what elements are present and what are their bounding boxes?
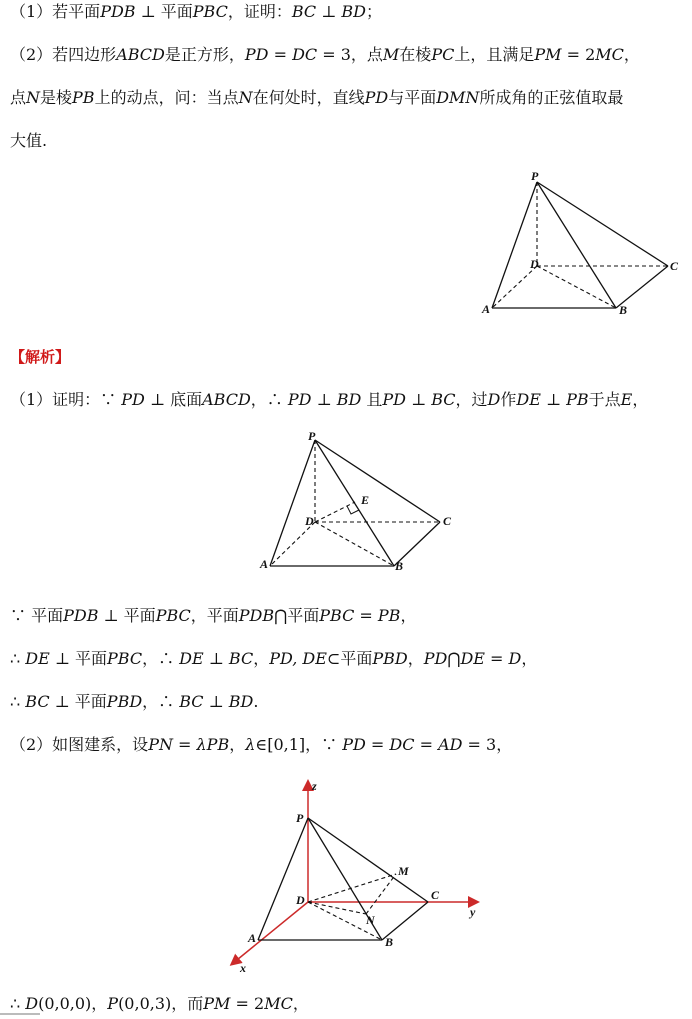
label-B: B (395, 559, 404, 573)
label-B: B (619, 303, 628, 317)
label-C: C (431, 888, 440, 902)
problem-part2-line1: （2）若四边形ABCD是正方形，PD = DC = 3，点M在棱PC上，且满足PM = 2MC， (10, 45, 640, 64)
solution-line-2: ∵ 平面PDB ⊥ 平面PBC，平面PDB⋂平面PBC = PB， (10, 606, 417, 625)
label-P: P (296, 811, 304, 825)
label-D: D (305, 514, 314, 528)
solution-line-6: ∴ D(0,0,0)，P(0,0,3)，而PM = 2MC， (10, 994, 309, 1013)
label-P: P (531, 169, 539, 183)
label-D: D (530, 257, 539, 271)
figure-pyramid-1 (480, 170, 690, 320)
label-C: C (670, 259, 679, 273)
problem-part1: （1）若平面PDB ⊥ 平面PBC，证明：BC ⊥ BD； (10, 2, 382, 21)
page-divider (0, 1013, 40, 1015)
label-A: A (248, 931, 257, 945)
solution-heading: 【解析】 (10, 348, 71, 366)
label-y: y (470, 905, 476, 919)
figure-pyramid-2 (258, 428, 468, 578)
label-E: E (361, 493, 370, 507)
label-P: P (308, 429, 316, 443)
label-D: D (296, 893, 305, 907)
label-z: z (312, 779, 317, 793)
solution-line-3: ∴ DE ⊥ 平面PBC，∴ DE ⊥ BC，PD, DE⊂平面PBD，PD⋂DE = D， (10, 649, 538, 668)
label-N: N (366, 913, 375, 927)
label-A: A (260, 557, 269, 571)
solution-line-1: （1）证明：∵ PD ⊥ 底面ABCD，∴ PD ⊥ BD 且PD ⊥ BC，过D作DE ⊥ PB于点E， (10, 390, 649, 409)
figure-coordinate-pyramid (222, 774, 492, 974)
solution-line-5: （2）如图建系，设PN = λPB，λ∈[0,1]，∵ PD = DC = AD = 3， (10, 735, 513, 754)
label-C: C (443, 514, 452, 528)
label-x: x (240, 961, 246, 975)
problem-part2-line2: 点N是棱PB上的动点，问：当点N在何处时，直线PD与平面DMN所成角的正弦值取最 (10, 88, 624, 107)
label-A: A (482, 302, 491, 316)
label-B: B (385, 935, 394, 949)
label-M: M (398, 864, 409, 878)
problem-part2-line3: 大值. (10, 131, 48, 150)
solution-line-4: ∴ BC ⊥ 平面PBD，∴ BC ⊥ BD. (10, 692, 259, 711)
